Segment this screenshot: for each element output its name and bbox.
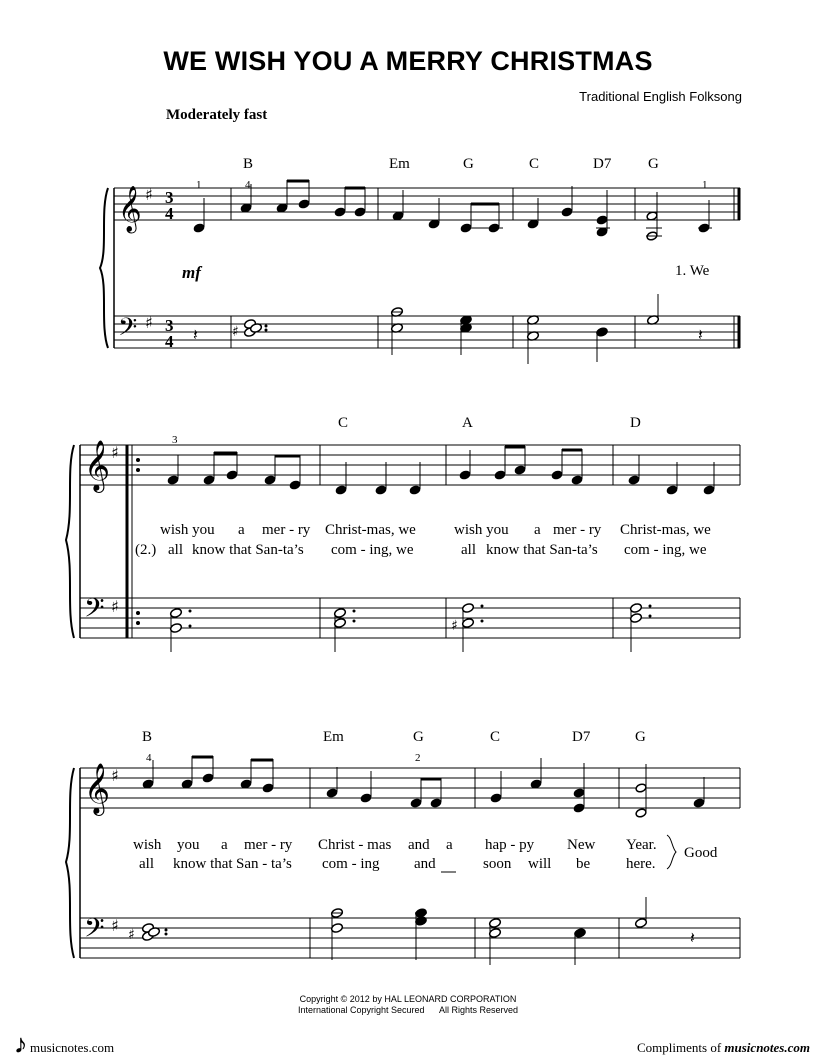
lyric-text: mer - ry <box>244 837 293 853</box>
footer-compliments-prefix: Compliments of <box>637 1040 725 1055</box>
sharp-icon: ♯ <box>145 313 153 332</box>
lyric-text: mer - ry <box>553 522 602 538</box>
musicnotes-logo-icon: 𝅘𝅥𝅮 <box>16 1036 26 1056</box>
copyright-line: International Copyright Secured All Rights Reserved <box>297 1005 519 1015</box>
lyric-text: a <box>534 522 541 538</box>
time-sig-bottom: 4 <box>165 204 174 223</box>
fingering-number: 4 <box>146 752 152 764</box>
dynamic-marking: mf <box>182 263 201 282</box>
chord-symbol: D7 <box>593 156 612 172</box>
composer-credit: Traditional English Folksong <box>579 89 742 104</box>
lyric-text: wish you <box>160 522 215 538</box>
lyric-text: know that San-ta’s <box>192 542 304 558</box>
chord-symbol: G <box>463 156 474 172</box>
time-sig-bottom: 4 <box>165 332 174 351</box>
chord-symbol: Em <box>323 729 344 745</box>
fingering-number: 1 <box>196 179 202 191</box>
lyric-text: wish you <box>454 522 509 538</box>
footer-compliments-brand: musicnotes.com <box>724 1040 810 1055</box>
quarter-rest-icon: 𝄽 <box>698 325 703 344</box>
sharp-icon: ♯ <box>145 185 153 204</box>
footer-compliments[interactable] <box>637 1040 810 1056</box>
lyric-text: Christ - mas <box>318 837 392 853</box>
treble-staff-2 <box>80 445 740 485</box>
lyric-text: com - ing, we <box>331 542 414 558</box>
fingering-number: 3 <box>172 434 178 446</box>
lyric-text: and <box>414 856 436 872</box>
bass-staff-1 <box>114 316 740 348</box>
treble-clef-icon: 𝄞 <box>118 186 142 232</box>
bass-clef-icon: 𝄢 <box>84 912 105 950</box>
lyric-text: Christ-mas, we <box>620 522 711 538</box>
chord-symbol: G <box>413 729 424 745</box>
chord-symbol: B <box>243 156 254 172</box>
chord-symbol: A <box>462 415 473 431</box>
sharp-icon: ♯ <box>451 618 458 634</box>
sharp-icon: ♯ <box>111 766 119 785</box>
lyric-text: com - ing <box>322 856 380 872</box>
lyric-text: will <box>528 856 552 872</box>
lyric-text: soon <box>483 856 512 872</box>
lyric-text: a <box>238 522 245 538</box>
footer-site-name[interactable]: musicnotes.com <box>30 1040 115 1055</box>
bass-clef-icon: 𝄢 <box>118 313 138 348</box>
tempo-marking: Moderately fast <box>166 107 268 123</box>
lyric-text: New <box>567 837 596 853</box>
lyric-text: hap - py <box>485 837 535 853</box>
lyric-text: all <box>139 856 154 872</box>
chord-symbol: C <box>490 729 501 745</box>
lyric-text: a <box>221 837 228 853</box>
treble-clef-icon: 𝄞 <box>84 440 111 491</box>
time-sig-top: 3 <box>165 188 174 207</box>
song-title: WE WISH YOU A MERRY CHRISTMAS <box>163 46 653 76</box>
sharp-icon: ♯ <box>111 597 119 616</box>
chord-symbol: C <box>338 415 349 431</box>
sharp-icon: ♯ <box>232 324 239 340</box>
lyric-text: know that <box>173 856 233 872</box>
lyric-text: Year. <box>626 837 657 853</box>
lyric-text: know that San-ta’s <box>486 542 598 558</box>
chord-symbol: Em <box>389 156 410 172</box>
chord-symbol: G <box>648 156 659 172</box>
quarter-rest-icon: 𝄽 <box>690 928 695 947</box>
lyric-text: all <box>461 542 476 558</box>
quarter-rest-icon: 𝄽 <box>193 325 198 344</box>
lyric-text: wish <box>133 837 162 853</box>
chord-symbol: C <box>529 156 540 172</box>
lyric-text: and <box>408 837 430 853</box>
chord-symbol: G <box>635 729 646 745</box>
treble-clef-icon: 𝄞 <box>84 763 111 814</box>
lyric-text: here. <box>626 856 656 872</box>
lyric-text: a <box>446 837 453 853</box>
sharp-icon: ♯ <box>111 916 119 935</box>
sharp-icon: ♯ <box>128 927 135 943</box>
fingering-number: 4 <box>245 179 251 191</box>
lyric-text: (2.) <box>135 542 157 558</box>
lyric-text: Good <box>684 845 718 861</box>
lyric-text: com - ing, we <box>624 542 707 558</box>
bass-clef-icon: 𝄢 <box>84 592 105 630</box>
lyric-text: Christ-mas, we <box>325 522 416 538</box>
time-sig-top: 3 <box>165 316 174 335</box>
lyric-text: San - ta’s <box>236 856 292 872</box>
copyright-line: Copyright © 2012 by HAL LEONARD CORPORATION <box>299 994 517 1004</box>
fingering-number: 1 <box>702 179 708 191</box>
treble-notes <box>142 180 715 818</box>
fingering-number: 2 <box>415 752 421 764</box>
lyric-text: 1. We <box>675 263 710 279</box>
chord-symbol: B <box>142 729 153 745</box>
lyric-text: all <box>168 542 183 558</box>
lyric-text: you <box>177 837 200 853</box>
chord-symbol: D7 <box>572 729 591 745</box>
lyric-text: mer - ry <box>262 522 311 538</box>
lyric-text: be <box>576 856 591 872</box>
sharp-icon: ♯ <box>111 443 119 462</box>
chord-symbol: D <box>630 415 641 431</box>
treble-staff-1 <box>114 188 740 220</box>
